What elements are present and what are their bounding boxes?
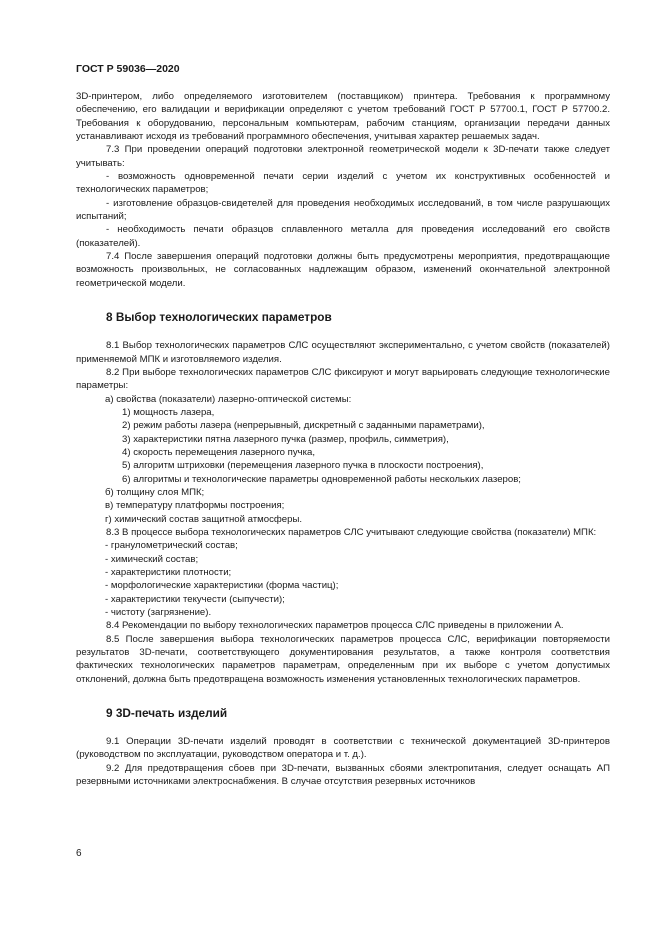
paragraph: 9.2 Для предотвращения сбоев при 3D-печати, вызванных сбоями электропитания, следует оснащать АП резервными источниками электроснабжения. В случае отсутствия резервных источников — [76, 762, 610, 788]
paragraph: - характеристики плотности; — [105, 567, 232, 578]
paragraph: 3D-принтером, либо определяемого изготовителем (поставщиком) принтера. Требования к программному обеспечению, его валидации и верификации определяют с учетом требований ГОСТ Р 57700.1, ГОСТ Р 57700.2. Требования к оборудованию, персональным компьютерам, рабочим станциям, организации передачи данных устанавливают исходя из требований программного обеспечения, учитывая характер решаемых задач. — [76, 91, 610, 143]
paragraph: б) толщину слоя МПК; — [105, 486, 205, 498]
paragraph: 4) скорость перемещения лазерного пучка, — [122, 446, 316, 458]
paragraph: - необходимость печати образцов сплавленного металла для проведения исследований его свойств (показателей). — [76, 224, 610, 249]
paragraph: г) химический состав защитной атмосферы. — [105, 513, 303, 525]
paragraph: - химический состав; — [105, 553, 199, 565]
paragraph: - изготовление образцов-свидетелей для проведения необходимых исследований, в том числе разрушающих испытаний; — [76, 197, 610, 223]
document-code-header: ГОСТ Р 59036—2020 — [76, 63, 180, 75]
paragraph: - гранулометрический состав; — [105, 540, 238, 552]
section-heading: 9 3D-печать изделий — [106, 706, 228, 721]
paragraph: а) свойства (показатели) лазерно-оптической системы: — [105, 393, 352, 405]
paragraph: 3) характеристики пятна лазерного пучка (размер, профиль, симметрия), — [122, 433, 449, 445]
paragraph: в) температуру платформы построения; — [105, 500, 285, 512]
paragraph: 8.4 Рекомендации по выбору технологических параметров процесса СЛС приведены в приложении А. — [106, 620, 564, 632]
paragraph: 9.1 Операции 3D-печати изделий проводят в соответствии с технической документацией 3D-принтеров (руководством по эксплуатации, руководством оператора и т. д.). — [76, 736, 610, 761]
paragraph: 8.2 При выборе технологических параметров СЛС фиксируют и могут варьировать следующие технологические параметры: — [76, 366, 610, 392]
paragraph: 5) алгоритм штриховки (перемещения лазерного пучка в плоскости построения), — [122, 460, 484, 472]
paragraph: 8.1 Выбор технологических параметров СЛС осуществляют экспериментально, с учетом свойств (показателей) применяемой МПК и изготовляемого изделия. — [76, 340, 610, 365]
paragraph: 2) режим работы лазера (непрерывный, дискретный с заданными параметрами), — [122, 420, 485, 432]
paragraph: - возможность одновременной печати серии изделий с учетом их конструктивных особенностей и технологических параметров; — [76, 171, 610, 196]
paragraph: 8.5 После завершения выбора технологических параметров процесса СЛС, верификации повторяемости результатов 3D-печати, соответствующего документирования результатов, а также контроля соответствия фактических технологических параметров параметрам, определенным при их выборе с учетом допустимых отклонений, должна быть предотвращена возможность изменения установленных технологических параметров. — [76, 633, 610, 685]
paragraph: - чистоту (загрязнение). — [105, 607, 212, 619]
paragraph: - морфологические характеристики (форма частиц); — [105, 580, 339, 592]
paragraph: 6) алгоритмы и технологические параметры одновременной работы нескольких лазеров; — [122, 473, 521, 485]
paragraph: 7.3 При проведении операций подготовки электронной геометрической модели к 3D-печати также следует учитывать: — [76, 144, 610, 169]
paragraph: - характеристики текучести (сыпучести); — [105, 593, 285, 605]
document-body — [76, 90, 610, 788]
paragraph: 7.4 После завершения операций подготовки должны быть предусмотрены мероприятия, предотвращающие возможность произвольных, не согласованных надлежащим образом, изменений окончательной электронной геометрической модели. — [76, 251, 610, 289]
section-heading: 8 Выбор технологических параметров — [106, 310, 332, 325]
paragraph: 1) мощность лазера, — [122, 406, 215, 418]
page-number: 6 — [76, 848, 82, 859]
paragraph: 8.3 В процессе выбора технологических параметров СЛС учитывают следующие свойства (показатели) МПК: — [106, 526, 597, 538]
